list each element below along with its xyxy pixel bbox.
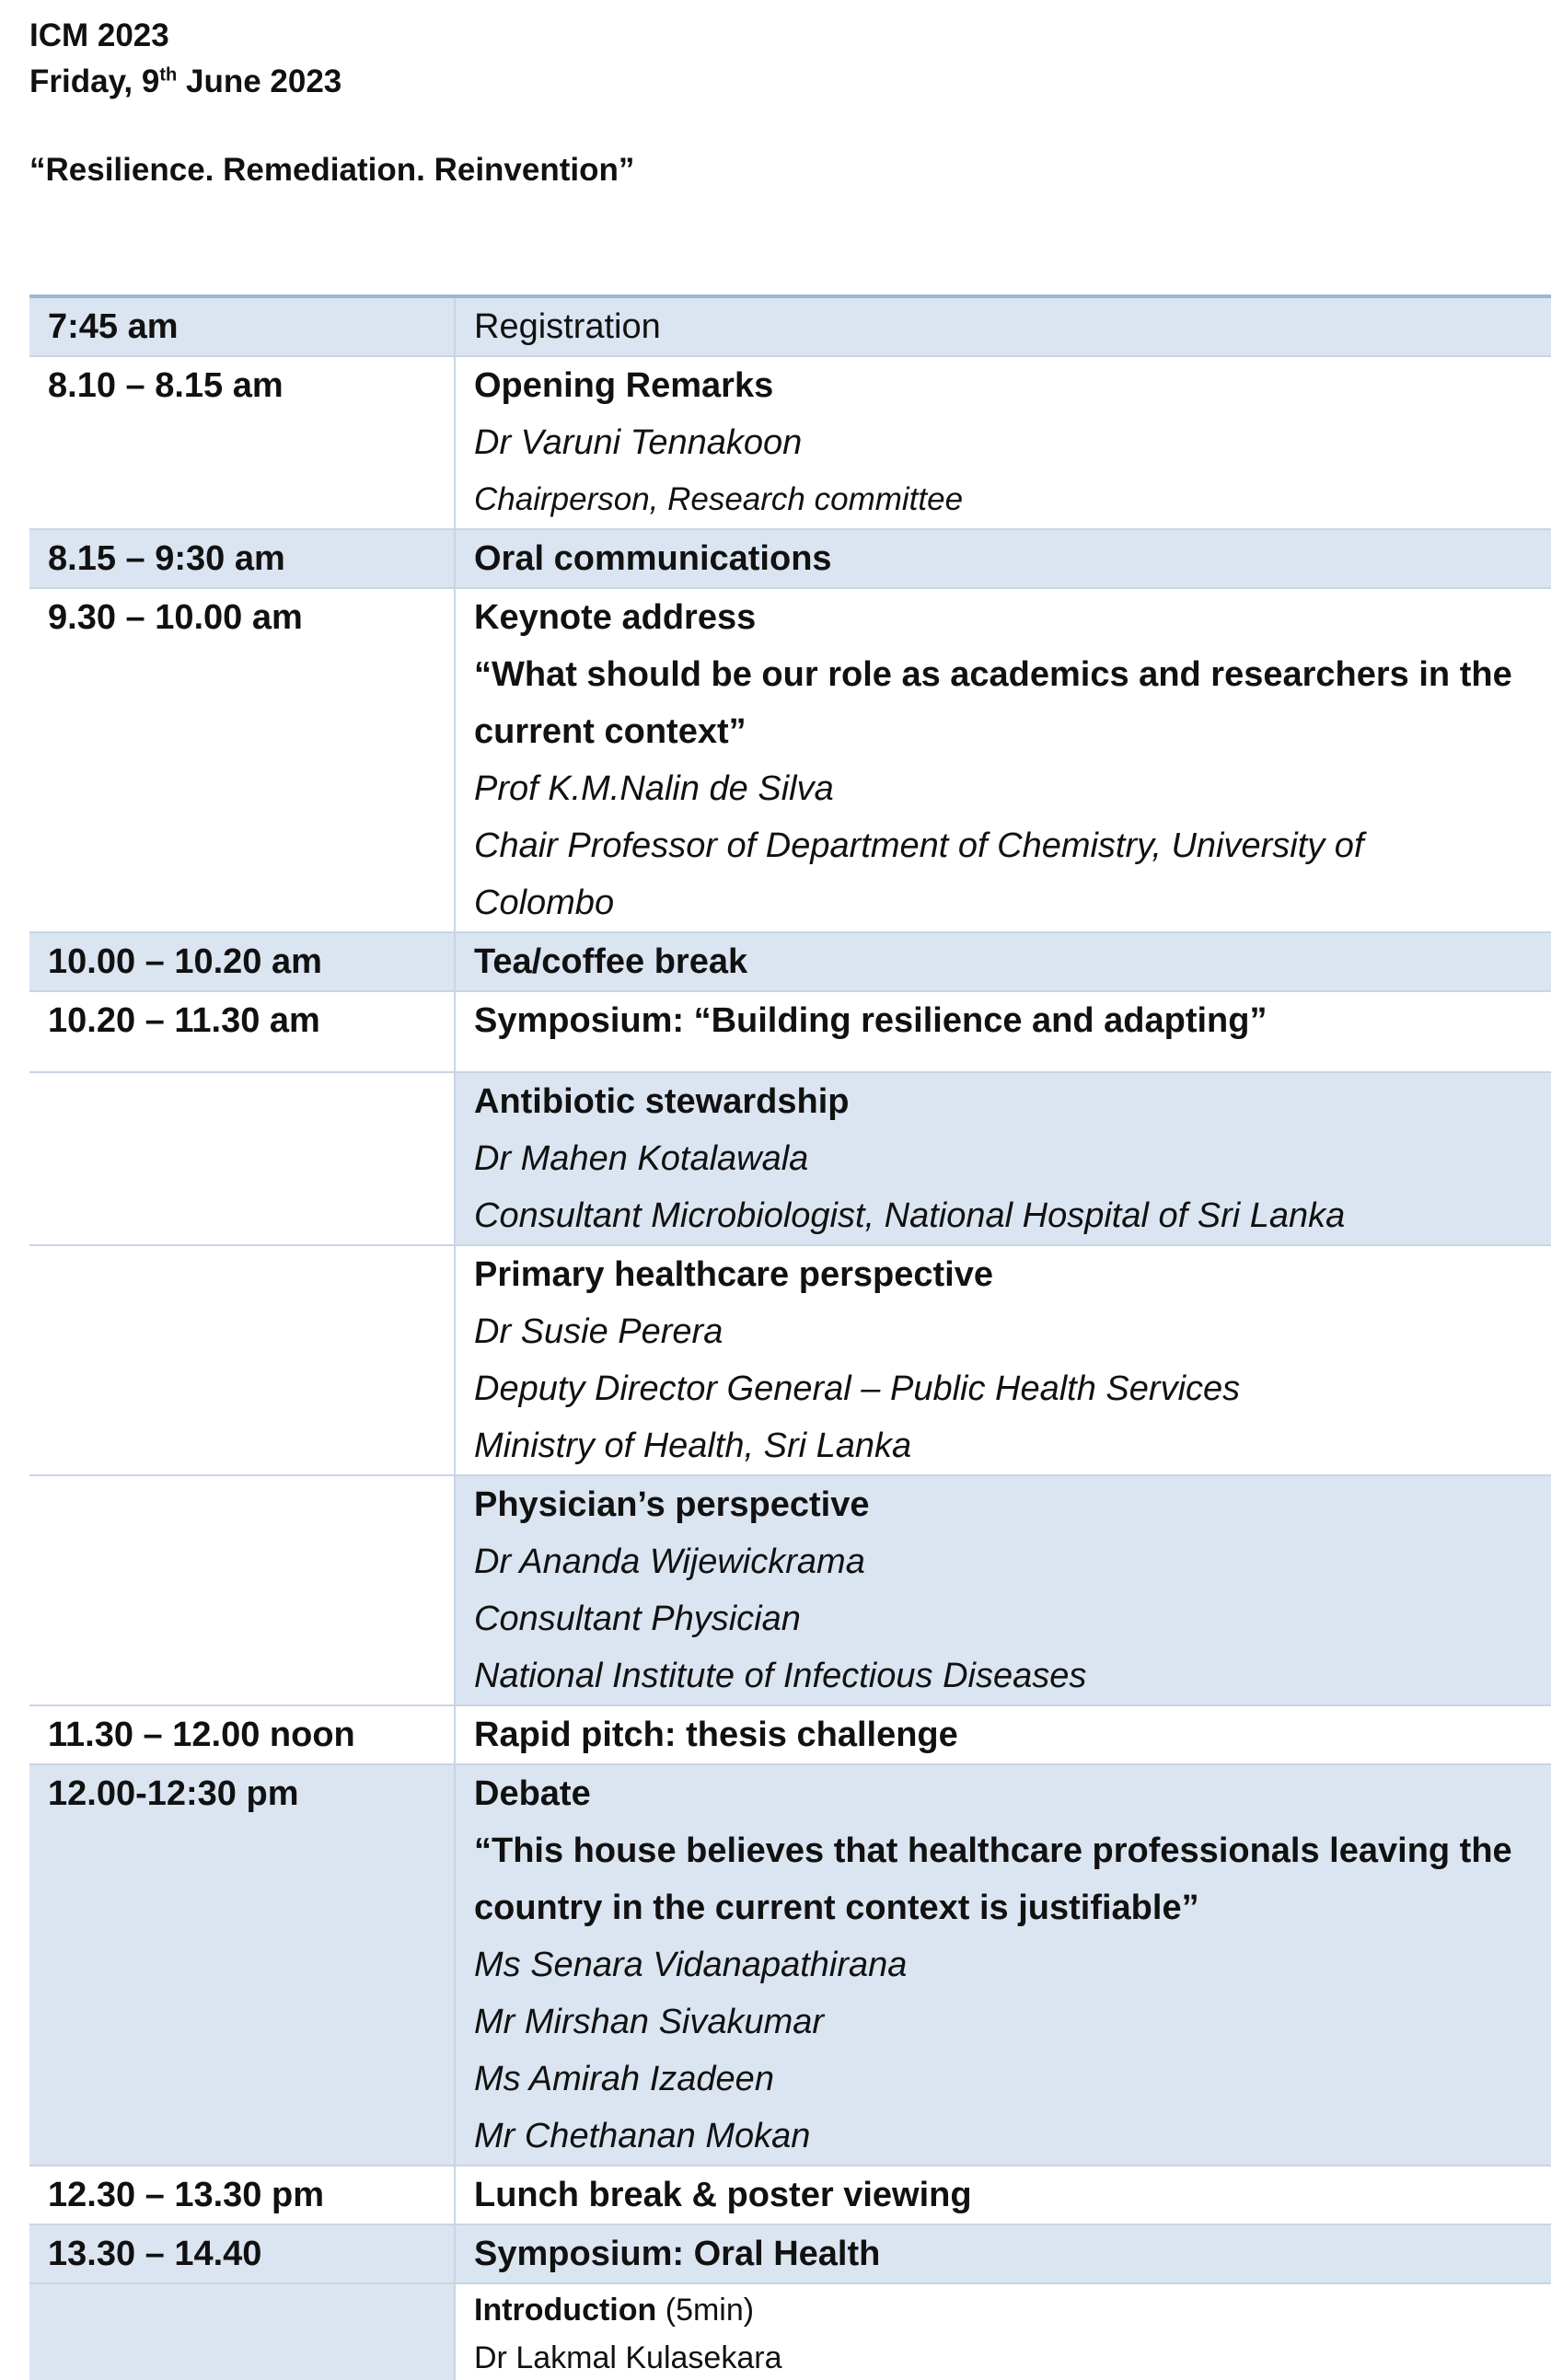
- session-title: Registration: [474, 307, 661, 346]
- table-row: [29, 932, 1551, 991]
- speaker-role-line-2: National Institute of Infectious Diseases: [474, 1657, 1087, 1695]
- speaker-role-line-1: Chair Professor of Department of Chemistry, University of: [474, 826, 1364, 865]
- debater-name: Mr Chethanan Mokan: [474, 2117, 811, 2155]
- table-row: [29, 991, 1551, 1072]
- session-time: 12.00-12:30 pm: [48, 1774, 299, 1813]
- speaker-role-line-1: Consultant Physician: [474, 1600, 801, 1638]
- table-row: [29, 296, 1551, 356]
- table-row: [29, 1072, 1551, 1245]
- debate-motion-line-1: “This house believes that healthcare professionals leaving the: [474, 1831, 1512, 1870]
- debate-motion-line-2: country in the current context is justifiable”: [474, 1889, 1199, 1927]
- keynote-quote-line-2: current context”: [474, 712, 747, 751]
- speaker-role-line-2: Ministry of Health, Sri Lanka: [474, 1427, 912, 1465]
- speaker-name: Dr Mahen Kotalawala: [474, 1139, 809, 1178]
- session-time: 11.30 – 12.00 noon: [48, 1716, 355, 1754]
- session-title: Tea/coffee break: [474, 942, 748, 981]
- session-time: 8.10 – 8.15 am: [48, 366, 284, 405]
- conference-motto: “Resilience. Remediation. Reinvention”: [29, 152, 635, 188]
- debater-name: Ms Senara Vidanapathirana: [474, 1946, 908, 1984]
- session-title: Opening Remarks: [474, 366, 774, 405]
- table-row: [29, 1475, 1551, 1705]
- speaker-name: Prof K.M.Nalin de Silva: [474, 769, 834, 808]
- table-row: [29, 356, 1551, 529]
- session-time: 12.30 – 13.30 pm: [48, 2176, 324, 2214]
- session-time: 10.00 – 10.20 am: [48, 942, 322, 981]
- table-row: [29, 2283, 1551, 2380]
- table-row: [29, 588, 1551, 932]
- session-time: 7:45 am: [48, 307, 179, 346]
- session-title: Lunch break & poster viewing: [474, 2176, 972, 2214]
- speaker-role: Chairperson, Research committee: [474, 481, 964, 517]
- speaker-name: Dr Susie Perera: [474, 1312, 723, 1351]
- session-time: 10.20 – 11.30 am: [48, 1001, 320, 1040]
- session-title: Oral communications: [474, 539, 832, 578]
- intro-title: Introduction: [474, 2293, 657, 2328]
- talk-title: Primary healthcare perspective: [474, 1255, 993, 1294]
- session-time: 9.30 – 10.00 am: [48, 598, 303, 637]
- debater-name: Ms Amirah Izadeen: [474, 2060, 774, 2098]
- table-row: [29, 529, 1551, 588]
- session-title: Rapid pitch: thesis challenge: [474, 1716, 958, 1754]
- session-title: Debate: [474, 1774, 591, 1813]
- table-row: [29, 2224, 1551, 2283]
- session-title: Keynote address: [474, 598, 757, 637]
- debater-name: Mr Mirshan Sivakumar: [474, 2003, 825, 2041]
- intro-duration: (5min): [656, 2293, 755, 2328]
- talk-title: Physician’s perspective: [474, 1485, 870, 1524]
- session-title: Symposium: “Building resilience and adapting”: [474, 1001, 1267, 1040]
- speaker-role-line-2: Colombo: [474, 884, 615, 922]
- session-title: Symposium: Oral Health: [474, 2235, 881, 2273]
- intro-line: [474, 2284, 1533, 2336]
- speaker-role-line-1: Deputy Director General – Public Health Services: [474, 1369, 1241, 1408]
- conference-date: Friday, 9th June 2023: [29, 64, 342, 99]
- intro-speaker: Dr Lakmal Kulasekara: [474, 2340, 782, 2375]
- table-row: [29, 1764, 1551, 2166]
- programme-table: [29, 295, 1551, 2380]
- session-time: 13.30 – 14.40: [48, 2235, 262, 2273]
- table-row: [29, 1245, 1551, 1475]
- speaker-role: Consultant Microbiologist, National Hospital of Sri Lanka: [474, 1196, 1346, 1235]
- talk-title: Antibiotic stewardship: [474, 1082, 850, 1121]
- table-row: [29, 1705, 1551, 1764]
- speaker-name: Dr Varuni Tennakoon: [474, 423, 803, 462]
- table-row: [29, 2166, 1551, 2224]
- session-time: 8.15 – 9:30 am: [48, 539, 285, 578]
- speaker-name: Dr Ananda Wijewickrama: [474, 1542, 865, 1581]
- conference-name: ICM 2023: [29, 17, 169, 53]
- conference-header: [29, 13, 341, 105]
- keynote-quote-line-1: “What should be our role as academics and researchers in the: [474, 655, 1512, 694]
